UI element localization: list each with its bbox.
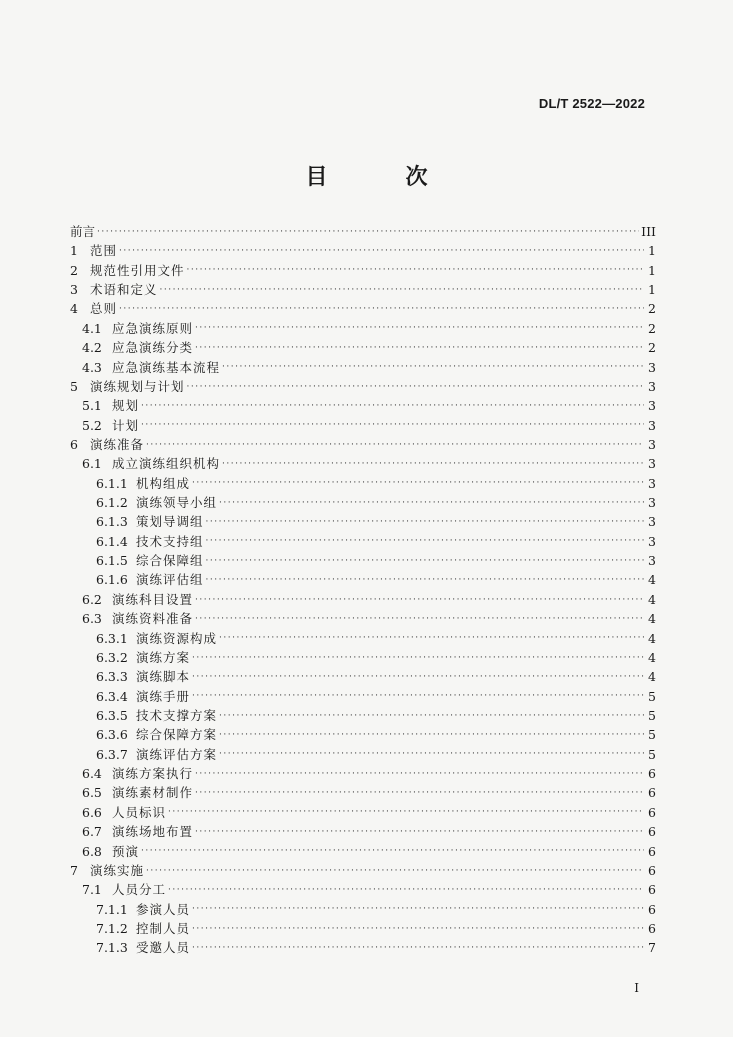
- toc-entry-page: 6: [648, 882, 656, 898]
- toc-entry-number: 7.1.1: [96, 901, 128, 917]
- toc-entry-label: 技术支撑方案: [136, 707, 218, 723]
- toc-entry-page: 4: [648, 669, 656, 685]
- dot-leader: [219, 632, 644, 644]
- toc-entry-label: 应急演练基本流程: [112, 359, 221, 375]
- toc-entry-label: 演练领导小组: [136, 495, 218, 511]
- toc-entry-number: 6.1.6: [96, 572, 128, 588]
- dot-leader: [187, 264, 644, 276]
- dot-leader: [192, 690, 644, 702]
- dot-leader: [195, 594, 644, 606]
- toc-entry[interactable]: [70, 416, 656, 435]
- toc-entry[interactable]: [70, 358, 656, 377]
- toc-entry-page: 6: [648, 843, 656, 859]
- toc-entry-page: 3: [648, 475, 656, 491]
- dot-leader: [141, 845, 644, 857]
- toc-entry-number: 4.3: [82, 359, 102, 375]
- toc-entry[interactable]: [70, 842, 656, 861]
- toc-entry-label: 预演: [112, 843, 140, 859]
- toc-entry-page: 6: [648, 785, 656, 801]
- toc-entry-number: 7.1.2: [96, 920, 128, 936]
- toc-entry-number: 6.1.2: [96, 495, 128, 511]
- toc-entry[interactable]: [70, 725, 656, 744]
- toc-entry[interactable]: [70, 222, 656, 241]
- toc-entry-label: 人员分工: [112, 882, 167, 898]
- toc-entry-page: 2: [648, 301, 656, 317]
- toc-entry-label: 演练方案执行: [112, 766, 194, 782]
- toc-entry-label: 计划: [112, 417, 140, 433]
- dot-leader: [146, 439, 644, 451]
- toc-entry[interactable]: [70, 861, 656, 880]
- dot-leader: [219, 729, 644, 741]
- dot-leader: [192, 477, 644, 489]
- toc-entry-page: 4: [648, 649, 656, 665]
- toc-entry-number: 6.4: [82, 766, 102, 782]
- toc-entry-number: 2: [70, 262, 78, 278]
- toc-entry-page: 4: [648, 611, 656, 627]
- toc-entry-number: 6.3.3: [96, 669, 128, 685]
- toc-entry[interactable]: [70, 629, 656, 648]
- toc-entry-label: 人员标识: [112, 804, 167, 820]
- toc-entry-label: 成立演练组织机构: [112, 456, 221, 472]
- toc-entry-number: 6.7: [82, 824, 102, 840]
- toc-entry[interactable]: [70, 570, 656, 589]
- toc-entry[interactable]: [70, 396, 656, 415]
- dot-leader: [195, 826, 644, 838]
- toc-entry[interactable]: [70, 493, 656, 512]
- toc-entry-number: 6.3.1: [96, 630, 128, 646]
- standard-code: DL/T 2522—2022: [538, 96, 645, 111]
- dot-leader: [141, 400, 644, 412]
- toc-entry-number: 6.3.7: [96, 746, 128, 762]
- toc-entry-label: 演练科目设置: [112, 591, 194, 607]
- toc-entry[interactable]: [70, 900, 656, 919]
- toc-entry-page: 3: [648, 378, 656, 394]
- toc-entry-number: 6.6: [82, 804, 102, 820]
- toc-entry-page: 3: [648, 436, 656, 452]
- toc-entry[interactable]: [70, 454, 656, 473]
- toc-entry-page: 4: [648, 591, 656, 607]
- dot-leader: [195, 787, 644, 799]
- toc-entry[interactable]: [70, 648, 656, 667]
- dot-leader: [206, 574, 644, 586]
- toc-entry-number: 6.1.1: [96, 475, 128, 491]
- toc-entry-page: 5: [648, 688, 656, 704]
- toc-entry-label: 受邀人员: [136, 940, 191, 956]
- toc-entry-number: 6.3: [82, 611, 102, 627]
- dot-leader: [206, 535, 644, 547]
- toc-entry-number: 4.2: [82, 340, 102, 356]
- toc-entry[interactable]: [70, 299, 656, 318]
- toc-entry[interactable]: [70, 319, 656, 338]
- dot-leader: [219, 748, 644, 760]
- dot-leader: [192, 671, 644, 683]
- toc-entry-page: 3: [648, 533, 656, 549]
- toc-entry[interactable]: [70, 474, 656, 493]
- toc-entry-number: 前言: [70, 224, 96, 239]
- toc-entry-label: 总则: [90, 301, 118, 317]
- toc-entry-number: 6.3.6: [96, 727, 128, 743]
- toc-entry-label: 策划导调组: [136, 514, 204, 530]
- toc-entry[interactable]: [70, 512, 656, 531]
- toc-entry-page: 5: [648, 727, 656, 743]
- dot-leader: [192, 903, 644, 915]
- toc-entry[interactable]: [70, 667, 656, 686]
- toc-entry[interactable]: [70, 822, 656, 841]
- toc-entry[interactable]: [70, 764, 656, 783]
- toc-entry[interactable]: [70, 938, 656, 957]
- toc-entry-number: 6.1.5: [96, 553, 128, 569]
- table-of-contents: [70, 222, 656, 958]
- toc-entry-number: 6.3.4: [96, 688, 128, 704]
- dot-leader: [192, 652, 644, 664]
- toc-entry-number: 7.1.3: [96, 940, 128, 956]
- dot-leader: [119, 245, 644, 257]
- toc-entry-page: 2: [648, 320, 656, 336]
- toc-entry[interactable]: [70, 338, 656, 357]
- toc-entry-page: 3: [648, 417, 656, 433]
- toc-entry-number: 4.1: [82, 320, 102, 336]
- toc-entry-page: 1: [648, 243, 656, 259]
- dot-leader: [195, 342, 644, 354]
- dot-leader: [187, 381, 644, 393]
- toc-entry-page: 3: [648, 553, 656, 569]
- toc-entry-label: 控制人员: [136, 920, 191, 936]
- toc-entry-page: 6: [648, 862, 656, 878]
- toc-entry-label: 规划: [112, 398, 140, 414]
- toc-entry-page: 3: [648, 398, 656, 414]
- toc-entry[interactable]: [70, 551, 656, 570]
- toc-entry-page: 3: [648, 514, 656, 530]
- toc-entry-page: 5: [648, 707, 656, 723]
- toc-entry-label: 演练实施: [90, 862, 145, 878]
- toc-entry-number: 6.2: [82, 591, 102, 607]
- toc-entry-page: 3: [648, 495, 656, 511]
- toc-entry-label: 演练资源构成: [136, 630, 218, 646]
- footer-page-number: I: [634, 981, 639, 995]
- dot-leader: [160, 284, 644, 296]
- toc-entry-label: 应急演练原则: [112, 320, 194, 336]
- toc-entry-number: 6.3.2: [96, 649, 128, 665]
- toc-entry-label: 综合保障组: [136, 553, 204, 569]
- toc-entry-number: 6.1.3: [96, 514, 128, 530]
- dot-leader: [146, 865, 644, 877]
- page-title: 目 次: [305, 164, 456, 190]
- toc-entry-label: 演练场地布置: [112, 824, 194, 840]
- dot-leader: [192, 923, 644, 935]
- toc-entry[interactable]: [70, 609, 656, 628]
- toc-entry-label: 演练准备: [90, 436, 145, 452]
- toc-entry-number: 6.8: [82, 843, 102, 859]
- toc-entry-page: 6: [648, 804, 656, 820]
- toc-entry[interactable]: [70, 532, 656, 551]
- dot-leader: [168, 806, 644, 818]
- toc-entry-page: III: [641, 224, 656, 239]
- dot-leader: [119, 303, 644, 315]
- toc-entry-number: 3: [70, 282, 78, 298]
- dot-leader: [195, 768, 644, 780]
- toc-entry[interactable]: [70, 687, 656, 706]
- toc-entry-label: 演练评估组: [136, 572, 204, 588]
- toc-entry-label: 演练规划与计划: [90, 378, 185, 394]
- toc-entry[interactable]: [70, 919, 656, 938]
- toc-entry-label: 术语和定义: [90, 282, 158, 298]
- toc-entry-page: 6: [648, 901, 656, 917]
- toc-entry-label: 演练脚本: [136, 669, 191, 685]
- toc-entry-number: 6.1: [82, 456, 102, 472]
- toc-entry-page: 2: [648, 340, 656, 356]
- toc-entry-number: 7: [70, 862, 78, 878]
- toc-entry-page: 3: [648, 359, 656, 375]
- toc-entry[interactable]: [70, 706, 656, 725]
- toc-entry-label: 演练资料准备: [112, 611, 194, 627]
- toc-entry-page: 6: [648, 824, 656, 840]
- toc-entry-number: 5.2: [82, 417, 102, 433]
- toc-entry[interactable]: [70, 590, 656, 609]
- toc-entry-page: 1: [648, 282, 656, 298]
- toc-entry-page: 3: [648, 456, 656, 472]
- toc-entry[interactable]: [70, 377, 656, 396]
- toc-entry-label: 演练手册: [136, 688, 191, 704]
- toc-entry-label: 综合保障方案: [136, 727, 218, 743]
- toc-entry[interactable]: [70, 435, 656, 454]
- dot-leader: [222, 458, 644, 470]
- toc-entry-page: 4: [648, 630, 656, 646]
- toc-entry-page: 6: [648, 766, 656, 782]
- toc-entry-label: 规范性引用文件: [90, 262, 185, 278]
- toc-entry-page: 7: [648, 940, 656, 956]
- dot-leader: [97, 226, 639, 238]
- dot-leader: [168, 884, 644, 896]
- dot-leader: [219, 497, 644, 509]
- dot-leader: [192, 942, 644, 954]
- toc-entry-label: 应急演练分类: [112, 340, 194, 356]
- dot-leader: [219, 710, 644, 722]
- toc-entry-page: 4: [648, 572, 656, 588]
- toc-entry[interactable]: [70, 261, 656, 280]
- toc-entry[interactable]: [70, 803, 656, 822]
- dot-leader: [206, 555, 644, 567]
- toc-entry-number: 6.1.4: [96, 533, 128, 549]
- dot-leader: [206, 516, 644, 528]
- toc-entry[interactable]: [70, 280, 656, 299]
- toc-entry[interactable]: [70, 880, 656, 899]
- toc-entry-number: 5: [70, 378, 78, 394]
- toc-entry-label: 技术支持组: [136, 533, 204, 549]
- toc-entry-label: 演练方案: [136, 649, 191, 665]
- toc-entry-label: 演练评估方案: [136, 746, 218, 762]
- toc-entry[interactable]: [70, 783, 656, 802]
- toc-entry-label: 参演人员: [136, 901, 191, 917]
- toc-entry-number: 7.1: [82, 882, 102, 898]
- toc-entry-page: 1: [648, 262, 656, 278]
- toc-entry-page: 6: [648, 920, 656, 936]
- toc-entry-number: 6.5: [82, 785, 102, 801]
- toc-entry-number: 4: [70, 301, 78, 317]
- toc-entry-number: 6.3.5: [96, 707, 128, 723]
- toc-entry-label: 机构组成: [136, 475, 191, 491]
- dot-leader: [195, 322, 644, 334]
- toc-entry-number: 6: [70, 436, 78, 452]
- toc-entry-number: 5.1: [82, 398, 102, 414]
- toc-entry-label: 演练素材制作: [112, 785, 194, 801]
- dot-leader: [195, 613, 644, 625]
- toc-entry-number: 1: [70, 243, 78, 259]
- toc-entry[interactable]: [70, 745, 656, 764]
- dot-leader: [222, 361, 644, 373]
- toc-entry[interactable]: [70, 241, 656, 260]
- dot-leader: [141, 419, 644, 431]
- toc-entry-label: 范围: [90, 243, 118, 259]
- toc-entry-page: 5: [648, 746, 656, 762]
